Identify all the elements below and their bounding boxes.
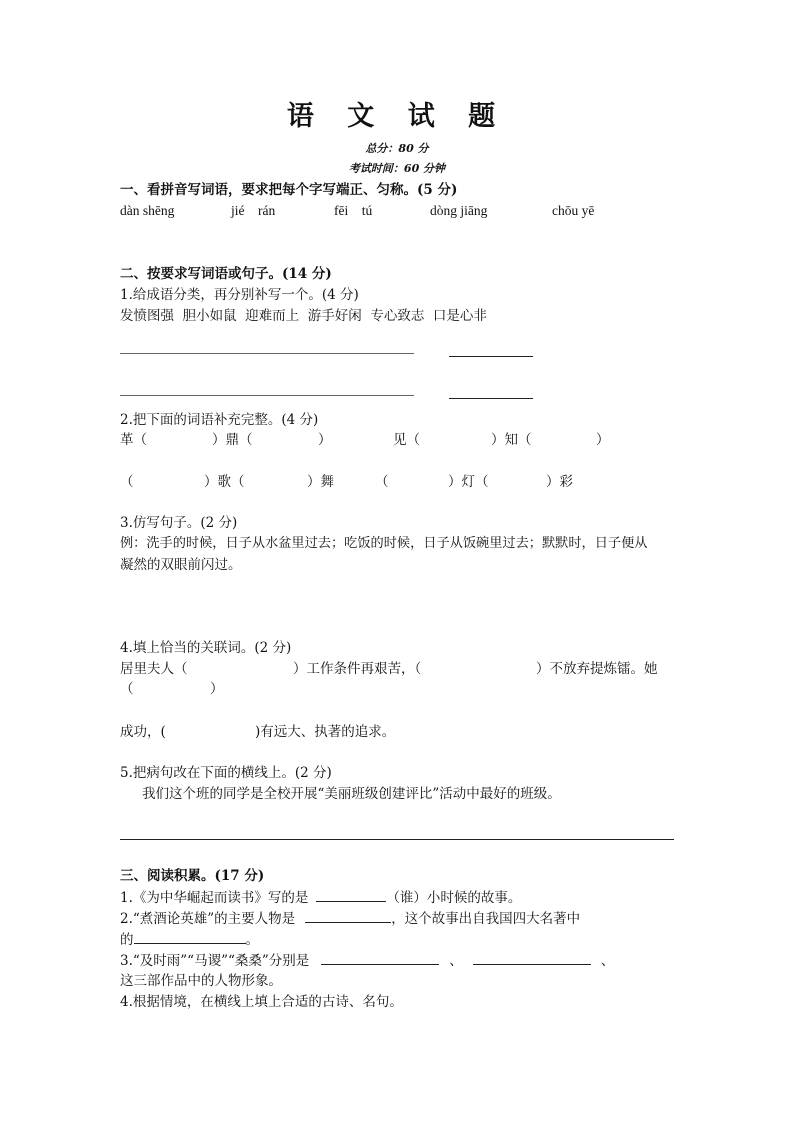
q4-prompt: 4.填上恰当的关联词。(2 分) <box>120 640 292 656</box>
total-score: 总分：80 分 <box>365 142 429 155</box>
s3-q2-text: 的 <box>120 932 134 948</box>
section-3-heading: 三、阅读积累。(17 分) <box>120 868 265 884</box>
q3-prompt: 3.仿写句子。(2 分) <box>120 515 238 531</box>
q4-text: （ <box>120 681 134 697</box>
pinyin-3: fēi tú <box>334 203 373 218</box>
q2-word: 见（ <box>393 432 420 448</box>
q2-word: 革（ <box>120 432 147 448</box>
section-2-heading: 二、按要求写词语或句子。(14 分) <box>120 266 332 282</box>
pinyin-1: dàn shēng <box>120 203 175 218</box>
q4-text: )有远大、执著的追求。 <box>255 724 396 740</box>
q2-word: ） <box>318 432 332 448</box>
q2-word: ）彩 <box>546 474 573 490</box>
q2-word: （ <box>120 474 134 490</box>
answer-blank[interactable] <box>321 952 439 965</box>
pinyin-4: dòng jiāng <box>430 203 488 218</box>
q2-word: ） <box>596 432 610 448</box>
page-title: 语 文 试 题 <box>286 101 508 132</box>
q2-word: （ <box>375 474 389 490</box>
s3-q3-text: 、 <box>449 953 463 969</box>
s3-q4: 4.根据情境，在横线上填上合适的古诗、名句。 <box>120 994 403 1010</box>
answer-blank[interactable] <box>316 889 386 902</box>
q5-prompt: 5.把病句改在下面的横线上。(2 分) <box>120 765 332 781</box>
s3-q3-text: 3.“及时雨”“马谡”“桑桑”分别是 <box>120 953 310 969</box>
answer-blank[interactable] <box>305 910 391 923</box>
q2-prompt: 2.把下面的词语补充完整。(4 分) <box>120 412 319 428</box>
answer-line[interactable] <box>449 356 533 357</box>
answer-line[interactable] <box>120 353 414 354</box>
s3-q2-text: ，这个故事出自我国四大名著中 <box>391 911 581 927</box>
s3-q3-cont: 这三部作品中的人物形象。 <box>120 973 282 989</box>
q2-word: ）舞 <box>307 474 334 490</box>
exam-time: 考试时间：60 分钟 <box>348 162 446 175</box>
q2-word: ）灯（ <box>448 474 489 490</box>
q1-idioms: 发愤图强 胆小如鼠 迎难而上 游手好闲 专心致志 口是心非 <box>120 308 487 324</box>
pinyin-2: jié rán <box>231 203 276 218</box>
q4-text: ） <box>210 681 224 697</box>
q2-word: ）歌（ <box>204 474 245 490</box>
q4-text: 居里夫人（ <box>120 661 188 677</box>
answer-line[interactable] <box>120 395 414 396</box>
s3-q1-text: （谁）小时候的故事。 <box>386 890 522 906</box>
q4-text: ）工作条件再艰苦，（ <box>293 661 422 677</box>
answer-blank[interactable] <box>473 952 591 965</box>
q5-sentence: 我们这个班的同学是全校开展“美丽班级创建评比”活动中最好的班级。 <box>142 786 561 802</box>
s3-q3-text: 、 <box>600 953 615 969</box>
s3-q3 <box>120 952 614 969</box>
s3-q2 <box>120 910 580 927</box>
answer-line[interactable] <box>449 398 533 399</box>
s3-q2-text: 。 <box>245 932 259 948</box>
pinyin-5: chōu yē <box>552 203 595 218</box>
section-1-heading: 一、看拼音写词语，要求把每个字写端正、匀称。(5 分) <box>120 182 458 198</box>
q2-word: ）知（ <box>491 432 532 448</box>
q4-text: ）不放弃提炼镭。她 <box>536 661 658 677</box>
answer-line[interactable] <box>120 839 674 840</box>
q4-text: 成功，( <box>120 724 166 740</box>
s3-q2-text: 2.“煮酒论英雄”的主要人物是 <box>120 911 296 927</box>
q3-example: 例：洗手的时候，日子从水盆里过去；吃饭的时候，日子从饭碗里过去；默默时，日子便从 <box>120 536 648 551</box>
q2-word: ）鼎（ <box>212 432 253 448</box>
answer-blank[interactable] <box>134 931 246 944</box>
s3-q1 <box>120 889 521 906</box>
q3-example-cont: 凝然的双眼前闪过。 <box>120 557 242 573</box>
s3-q1-text: 1.《为中华崛起而读书》写的是 <box>120 890 309 906</box>
q1-prompt: 1.给成语分类，再分别补写一个。(4 分) <box>120 287 359 303</box>
s3-q2-cont <box>120 931 259 948</box>
